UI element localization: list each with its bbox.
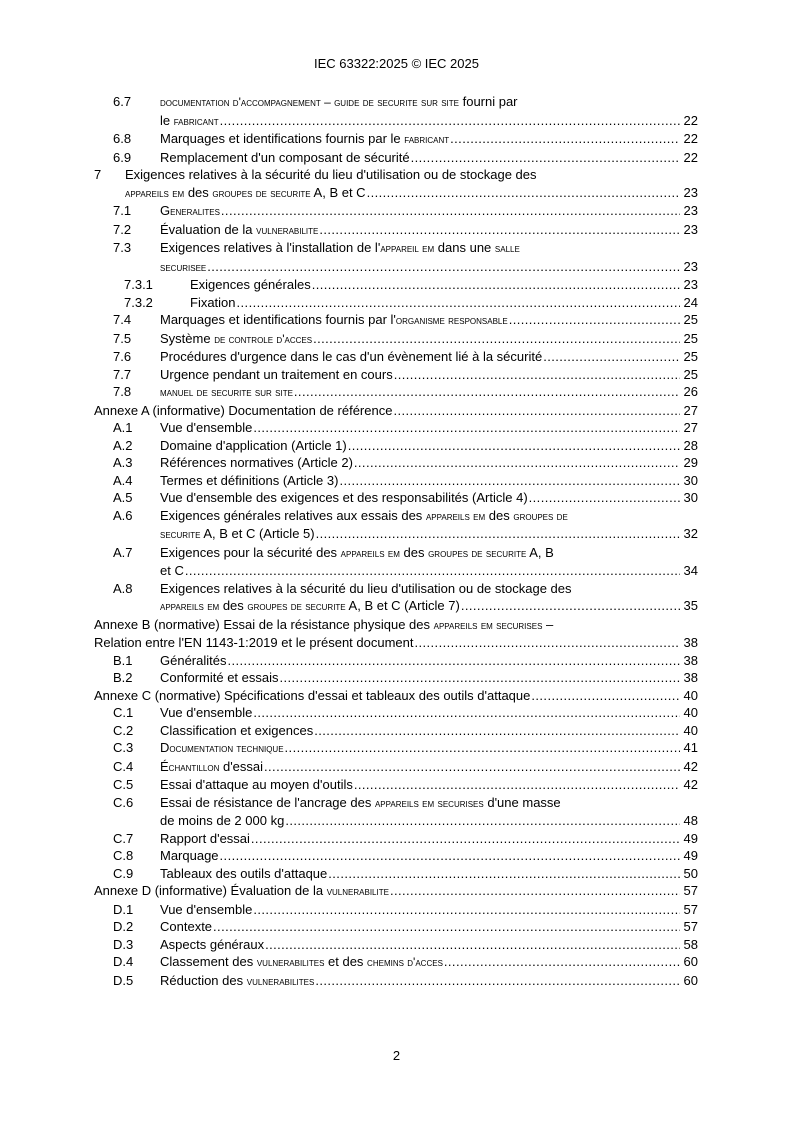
- dot-leader: [509, 311, 680, 329]
- dot-leader: [185, 562, 680, 580]
- toc-entry-page: 29: [683, 455, 698, 470]
- toc-entry-number: 7.4: [113, 312, 132, 327]
- toc-entry-page: 27: [683, 402, 698, 418]
- dot-leader: [315, 972, 680, 990]
- dot-leader: [531, 687, 680, 705]
- toc-entry-title: Évaluation de la vulnerabilite: [160, 221, 319, 237]
- toc-entry[interactable]: [94, 366, 698, 384]
- toc-entry-number: C.8: [113, 848, 134, 863]
- dot-leader: [354, 454, 680, 472]
- toc-entry-title: Exigences pour la sécurité des appareils em des groupes de securite A, B: [160, 544, 554, 560]
- toc-entry-page: 25: [683, 366, 698, 382]
- toc-entry-title: Vue d'ensemble: [160, 420, 253, 435]
- dot-leader: [280, 669, 681, 687]
- toc-entry-page: 23: [683, 221, 698, 237]
- page-number: 2: [392, 1048, 401, 1063]
- toc-entry-title: Annexe C (normative) Spécifications d'essai et tableaux des outils d'attaque: [94, 687, 531, 703]
- toc-entry-page: 23: [683, 203, 698, 218]
- dot-leader: [221, 202, 680, 220]
- toc-entry-title: Classification et exigences: [160, 722, 314, 738]
- toc-entry[interactable]: [94, 882, 698, 901]
- toc-entry[interactable]: [94, 472, 698, 490]
- toc-entry-number: A.5: [113, 490, 133, 505]
- toc-entry-title: Remplacement d'un composant de sécurité: [160, 149, 410, 165]
- toc-entry-page: 40: [683, 722, 698, 738]
- toc-entry-number: A.1: [113, 420, 133, 435]
- toc-entry-number: C.6: [113, 794, 134, 810]
- dot-leader: [312, 276, 680, 294]
- toc-entry[interactable]: [94, 936, 698, 954]
- toc-entry-title: Fixation: [190, 294, 236, 310]
- toc-entry-title: Exigences relatives à la sécurité du lieu d'utilisation ou de stockage des: [160, 580, 572, 596]
- dot-leader: [220, 112, 680, 130]
- toc-entry[interactable]: [94, 580, 698, 616]
- toc-entry-page: 60: [683, 954, 698, 969]
- toc-entry-page: 22: [683, 149, 698, 165]
- toc-entry-page: 57: [683, 883, 698, 898]
- toc-entry-title: le fabricant: [160, 112, 219, 128]
- toc-entry-page: 49: [683, 848, 698, 863]
- toc-entry-title: appareils em des groupes de securite A, B et C (Article 7): [160, 598, 460, 613]
- dot-leader: [328, 865, 680, 883]
- dot-leader: [220, 847, 680, 865]
- toc-entry-title: manuel de securite sur site: [160, 385, 293, 399]
- toc-entry-page: 25: [683, 330, 698, 346]
- dot-leader: [253, 419, 680, 437]
- toc-entry-page: 38: [683, 635, 698, 650]
- toc-entry-page: 26: [683, 384, 698, 399]
- dot-leader: [339, 472, 680, 490]
- toc-entry-title: documentation d'accompagnement – guide de securite sur site fourni par: [160, 94, 518, 109]
- toc-entry[interactable]: [94, 972, 698, 991]
- toc-entry-title: Annexe B (normative) Essai de la résistance physique des appareils em securises –: [94, 616, 554, 632]
- toc-entry-title: Références normatives (Article 2): [160, 455, 353, 470]
- toc-entry-title: appareils em des groupes de securite A, B et C: [125, 184, 366, 200]
- toc-entry-title: Relation entre l'EN 1143-1:2019 et le présent document: [94, 635, 414, 650]
- toc-entry[interactable]: [94, 507, 698, 544]
- toc-entry[interactable]: [94, 758, 698, 777]
- toc-entry-number: A.4: [113, 472, 133, 488]
- toc-entry-number: 7: [94, 167, 102, 182]
- dot-leader: [237, 294, 680, 312]
- toc-entry[interactable]: [94, 830, 698, 848]
- toc-entry[interactable]: [94, 953, 698, 972]
- toc-entry-number: C.2: [113, 722, 134, 738]
- toc-entry-page: 42: [683, 758, 698, 774]
- toc-entry[interactable]: [94, 93, 698, 130]
- dot-leader: [461, 597, 680, 615]
- toc-entry-title: Marquage: [160, 848, 219, 863]
- toc-entry[interactable]: [94, 419, 698, 437]
- toc-entry[interactable]: [94, 166, 698, 202]
- toc-entry-title: Aspects généraux: [160, 936, 265, 952]
- toc-entry-number: C.1: [113, 705, 134, 720]
- toc-entry-page: 58: [683, 936, 698, 952]
- toc-entry-number: B.1: [113, 652, 133, 668]
- dot-leader: [367, 184, 680, 202]
- dot-leader: [213, 918, 680, 936]
- dot-leader: [390, 882, 680, 900]
- toc-entry-number: B.2: [113, 670, 133, 685]
- dot-leader: [444, 953, 680, 971]
- toc-entry-number: C.3: [113, 740, 134, 755]
- toc-entry-title: Termes et définitions (Article 3): [160, 472, 339, 488]
- toc-entry-number: 7.5: [113, 330, 132, 346]
- toc-entry-page: 23: [683, 184, 698, 200]
- toc-entry-number: A.2: [113, 437, 133, 453]
- toc-entry-page: 25: [683, 349, 698, 364]
- toc-entry-page: 32: [683, 526, 698, 541]
- toc-entry-title: Échantillon d'essai: [160, 758, 264, 774]
- toc-entry[interactable]: [94, 918, 698, 936]
- toc-entry-page: 27: [683, 420, 698, 435]
- toc-entry[interactable]: [94, 616, 698, 652]
- toc-entry-page: 28: [683, 437, 698, 453]
- dot-leader: [253, 901, 680, 919]
- toc-entry[interactable]: [94, 865, 698, 883]
- toc-entry[interactable]: [94, 437, 698, 455]
- toc-entry[interactable]: [94, 847, 698, 865]
- toc-entry-page: 30: [683, 472, 698, 488]
- toc-entry-number: D.2: [113, 919, 134, 934]
- dot-leader: [394, 366, 680, 384]
- toc-entry[interactable]: [94, 454, 698, 472]
- toc-entry-page: 38: [683, 652, 698, 668]
- toc-entry-number: 7.8: [113, 384, 132, 399]
- dot-leader: [314, 722, 680, 740]
- toc-entry-page: 50: [683, 865, 698, 881]
- toc-entry-number: 7.6: [113, 349, 132, 364]
- toc-entry-title: Urgence pendant un traitement en cours: [160, 366, 393, 382]
- toc-entry-number: A.3: [113, 455, 133, 470]
- toc-entry-title: Generalites: [160, 203, 220, 218]
- toc-entry-page: 57: [683, 901, 698, 917]
- toc-entry[interactable]: [94, 776, 698, 794]
- toc-entry-number: 7.2: [113, 221, 132, 237]
- dot-leader: [294, 383, 680, 401]
- toc-entry-title: Exigences relatives à la sécurité du lieu d'utilisation ou de stockage des: [125, 167, 537, 182]
- toc-entry-page: 25: [683, 312, 698, 327]
- toc-entry-page: 35: [683, 598, 698, 613]
- toc-entry-number: D.4: [113, 954, 134, 969]
- toc-entry-page: 22: [683, 131, 698, 146]
- toc-entry-title: Vue d'ensemble des exigences et des responsabilités (Article 4): [160, 490, 528, 505]
- dot-leader: [264, 758, 680, 776]
- dot-leader: [316, 525, 680, 543]
- toc-entry[interactable]: [94, 348, 698, 366]
- toc-entry-page: 42: [683, 777, 698, 792]
- toc-entry[interactable]: [94, 402, 698, 420]
- toc-entry-title: securisee: [160, 259, 207, 274]
- toc-entry-number: A.8: [113, 580, 133, 596]
- toc-entry-page: 40: [683, 705, 698, 720]
- dot-leader: [207, 258, 680, 276]
- toc-entry[interactable]: [94, 149, 698, 167]
- toc-entry-title: Généralités: [160, 652, 227, 668]
- toc-entry[interactable]: [94, 544, 698, 580]
- dot-leader: [285, 739, 680, 757]
- toc-entry[interactable]: [94, 794, 698, 830]
- toc-entry[interactable]: [94, 901, 698, 919]
- toc-entry[interactable]: [94, 383, 698, 402]
- toc-entry-number: D.1: [113, 901, 134, 917]
- toc-entry-number: A.7: [113, 544, 133, 560]
- toc-entry-page: 23: [683, 277, 698, 292]
- toc-entry-title: et C: [160, 563, 184, 578]
- toc-entry-title: Annexe D (informative) Évaluation de la vulnerabilite: [94, 883, 389, 898]
- page-header: IEC 63322:2025 © IEC 2025: [314, 56, 479, 71]
- toc-entry-title: Annexe A (informative) Documentation de référence: [94, 402, 393, 418]
- toc-entry-page: 48: [683, 813, 698, 828]
- toc-entry-number: C.7: [113, 830, 134, 846]
- toc-entry[interactable]: [94, 652, 698, 670]
- toc-entry-title: Procédures d'urgence dans le cas d'un évènement lié à la sécurité: [160, 349, 543, 364]
- dot-leader: [265, 936, 680, 954]
- toc-entry[interactable]: [94, 704, 698, 722]
- toc-entry-number: D.3: [113, 936, 134, 952]
- toc-entry-title: Vue d'ensemble: [160, 901, 253, 917]
- dot-leader: [251, 830, 680, 848]
- toc-entry-number: C.5: [113, 777, 134, 792]
- toc-entry-page: 40: [683, 687, 698, 703]
- toc-entry-title: Exigences générales relatives aux essais des appareils em des groupes de: [160, 507, 568, 523]
- toc-entry[interactable]: [94, 722, 698, 740]
- toc-entry-title: Tableaux des outils d'attaque: [160, 865, 328, 881]
- toc-entry-number: 6.8: [113, 131, 132, 146]
- toc-entry-number: 7.3: [113, 240, 132, 255]
- toc-entry-page: 57: [683, 919, 698, 934]
- toc-entry[interactable]: [94, 669, 698, 687]
- toc-entry-page: 38: [683, 670, 698, 685]
- toc-entry-title: Exigences relatives à l'installation de l'appareil em dans une salle: [160, 240, 520, 255]
- toc-entry-title: securite A, B et C (Article 5): [160, 526, 315, 541]
- toc-entry-title: Rapport d'essai: [160, 830, 250, 846]
- toc-entry-title: Essai de résistance de l'ancrage des appareils em securises d'une masse: [160, 794, 561, 810]
- dot-leader: [450, 130, 680, 148]
- toc-entry-page: 49: [683, 830, 698, 846]
- dot-leader: [529, 489, 680, 507]
- toc-entry[interactable]: [94, 221, 698, 240]
- toc-entry[interactable]: [94, 687, 698, 705]
- toc-entry-number: 7.3.1: [124, 277, 153, 292]
- toc-entry-page: 41: [683, 740, 698, 755]
- toc-entry-number: 7.1: [113, 203, 132, 218]
- toc-entry-title: Réduction des vulnerabilites: [160, 972, 315, 988]
- dot-leader: [227, 652, 680, 670]
- toc-entry[interactable]: [94, 330, 698, 349]
- toc-entry-page: 22: [683, 112, 698, 128]
- toc-entry-page: 24: [683, 294, 698, 310]
- toc-entry-page: 23: [683, 258, 698, 274]
- toc-entry-page: 30: [683, 490, 698, 505]
- dot-leader: [253, 704, 680, 722]
- dot-leader: [319, 221, 680, 239]
- dot-leader: [393, 402, 680, 420]
- toc-entry-number: C.9: [113, 865, 134, 881]
- toc-entry-title: Vue d'ensemble: [160, 705, 253, 720]
- toc-entry-title: Classement des vulnerabilites et des chemins d'acces: [160, 954, 443, 969]
- toc-entry[interactable]: [94, 276, 698, 294]
- toc-entry-title: Domaine d'application (Article 1): [160, 437, 347, 453]
- toc-entry-title: Exigences générales: [190, 277, 311, 292]
- toc-entry-number: 6.7: [113, 94, 132, 109]
- dot-leader: [348, 437, 680, 455]
- toc-entry-title: Système de controle d'acces: [160, 330, 313, 346]
- table-of-contents: [94, 93, 698, 990]
- toc-entry-title: Documentation technique: [160, 740, 284, 755]
- toc-entry-title: Marquages et identifications fournis par le fabricant: [160, 131, 450, 146]
- toc-entry-number: A.6: [113, 507, 133, 523]
- toc-entry[interactable]: [94, 294, 698, 312]
- dot-leader: [543, 348, 680, 366]
- toc-entry-title: Marquages et identifications fournis par l'organisme responsable: [160, 312, 508, 327]
- toc-entry-title: Conformité et essais: [160, 670, 279, 685]
- toc-entry-title: Essai d'attaque au moyen d'outils: [160, 777, 353, 792]
- toc-entry-number: 6.9: [113, 149, 132, 165]
- toc-entry-title: de moins de 2 000 kg: [160, 813, 285, 828]
- dot-leader: [411, 149, 680, 167]
- toc-entry[interactable]: [94, 311, 698, 330]
- toc-entry[interactable]: [94, 130, 698, 149]
- toc-entry[interactable]: [94, 489, 698, 507]
- toc-entry[interactable]: [94, 739, 698, 758]
- dot-leader: [415, 634, 681, 652]
- dot-leader: [285, 812, 680, 830]
- toc-entry-title: Contexte: [160, 919, 213, 934]
- dot-leader: [354, 776, 680, 794]
- toc-entry-number: 7.3.2: [124, 294, 153, 310]
- toc-entry[interactable]: [94, 202, 698, 221]
- toc-entry-page: 60: [683, 972, 698, 988]
- toc-entry-number: D.5: [113, 972, 134, 988]
- toc-entry-number: 7.7: [113, 366, 132, 382]
- dot-leader: [313, 330, 680, 348]
- toc-entry-number: C.4: [113, 758, 134, 774]
- toc-entry-page: 34: [683, 563, 698, 578]
- toc-entry[interactable]: [94, 239, 698, 276]
